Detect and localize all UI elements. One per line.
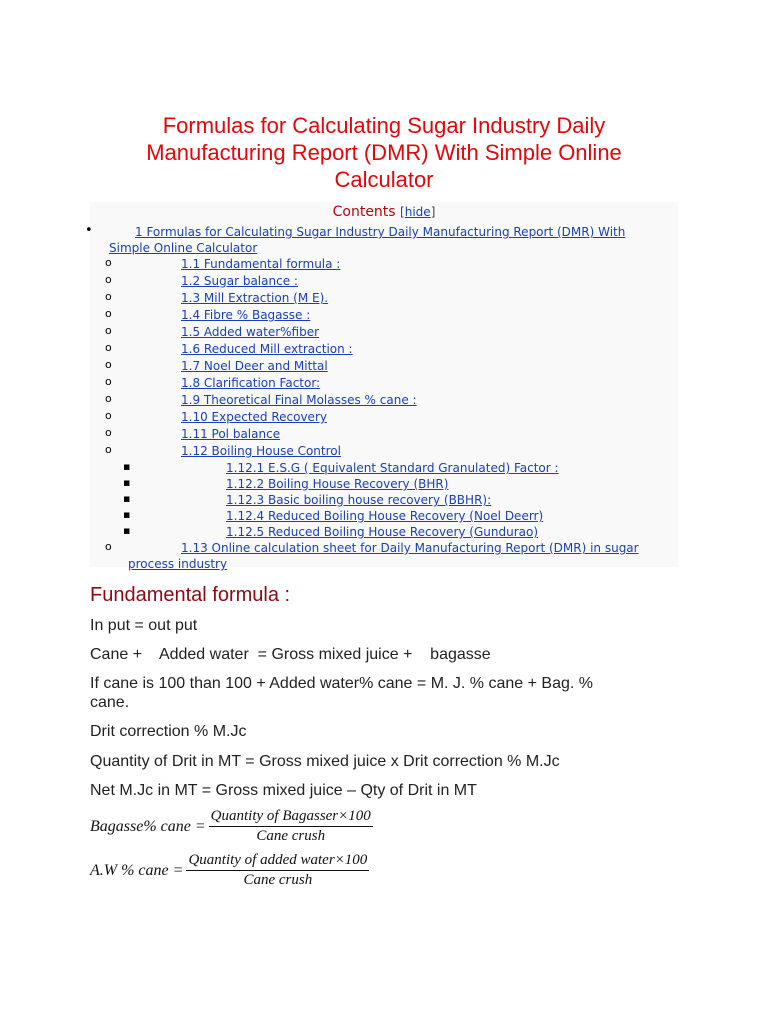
toc-sub-row: [181, 339, 353, 356]
formula-added-water-percent-cane: [90, 852, 369, 889]
toc-subitem-1-12-1-link[interactable]: 1.12.1 E.S.G ( Equivalent Standard Granulated) Factor :: [226, 461, 559, 475]
toc-subsub-row: [226, 458, 559, 475]
body-line-drit-correction: Drit correction % M.Jc: [90, 723, 247, 740]
body-line-quantity-drit: Quantity of Drit in MT = Gross mixed juice x Drit correction % M.Jc: [90, 753, 560, 770]
toc-subitem-1-12-link[interactable]: 1.12 Boiling House Control: [181, 444, 341, 458]
formula-bagasse-percent-cane: [90, 808, 373, 845]
toc-subitem-1-9-link[interactable]: 1.9 Theoretical Final Molasses % cane :: [181, 393, 417, 407]
toc-sub-row: [181, 288, 328, 305]
toc-item-1-line-1-row: [135, 222, 625, 239]
toc-subsub-row: [226, 490, 491, 507]
toc-subitem-1-8-link[interactable]: 1.8 Clarification Factor:: [181, 376, 321, 390]
toc-subitem-1-12-4-link[interactable]: 1.12.4 Reduced Boiling House Recovery (Noel Deerr): [226, 509, 544, 523]
page-title: [90, 112, 678, 193]
toc-subitem-1-3-link[interactable]: 1.3 Mill Extraction (M E).: [181, 291, 329, 305]
toc-subitem-1-12-5-link[interactable]: 1.12.5 Reduced Boiling House Recovery (Gundurao): [226, 525, 539, 539]
body-line-cane-continued: cane.: [90, 694, 130, 711]
toc-item-13-line-2-row: [128, 554, 227, 571]
toc-sub-row: [181, 407, 327, 424]
section-heading: Fundamental formula :: [90, 584, 291, 606]
formula-2-fraction: [186, 852, 369, 889]
formula-1-lhs: Bagasse% cane =: [90, 817, 206, 835]
toc-subitem-1-12-3-link[interactable]: 1.12.3 Basic boiling house recovery (BBHR):: [226, 493, 492, 507]
toc-close-bracket: ]: [430, 205, 436, 219]
toc-subitem-1-1-link[interactable]: 1.1 Fundamental formula :: [181, 257, 341, 271]
toc-sub-row: [181, 390, 417, 407]
toc-subitem-1-4-link[interactable]: 1.4 Fibre % Bagasse :: [181, 308, 311, 322]
toc-bullet-square: ▪: [123, 508, 131, 521]
formula-2-lhs: A.W % cane =: [90, 861, 184, 879]
toc-open-bracket: [: [400, 205, 405, 219]
toc-title: Contents: [332, 204, 396, 220]
title-line-1: Formulas for Calculating Sugar Industry Daily: [162, 113, 606, 138]
toc-subitem-1-13-link-line-2[interactable]: process industry: [128, 557, 228, 571]
toc-bullet-circle: o: [105, 307, 112, 320]
toc-subitem-1-10-link[interactable]: 1.10 Expected Recovery: [181, 410, 327, 424]
toc-bullet-square: ▪: [123, 476, 131, 489]
toc-subitem-1-13-link-line-1[interactable]: 1.13 Online calculation sheet for Daily Manufacturing Report (DMR) in sugar: [181, 541, 639, 555]
body-line-if-cane: If cane is 100 than 100 + Added water% cane = M. J. % cane + Bag. %: [90, 675, 593, 692]
toc-subsub-row: [226, 474, 448, 491]
toc-bullet-circle: o: [105, 426, 112, 439]
toc-sub-row: [181, 322, 319, 339]
toc-hide-link[interactable]: hide: [404, 205, 431, 219]
toc-item-1-link-line-2[interactable]: Simple Online Calculator: [109, 241, 258, 255]
toc-bullet-circle: o: [105, 324, 112, 337]
toc-bullet-circle: o: [105, 392, 112, 405]
toc-bullet-circle: o: [105, 256, 112, 269]
toc-subitem-1-2-link[interactable]: 1.2 Sugar balance :: [181, 274, 298, 288]
toc-sub-row: [181, 254, 340, 271]
toc-sub-row: [181, 441, 341, 458]
body-line-cane-equation: Cane + Added water = Gross mixed juice + bagasse: [90, 646, 491, 663]
toc-subitem-1-6-link[interactable]: 1.6 Reduced Mill extraction :: [181, 342, 353, 356]
toc-bullet-circle: o: [105, 358, 112, 371]
title-line-2: Manufacturing Report (DMR) With Simple Online: [146, 140, 622, 165]
toc-subitem-1-12-2-link[interactable]: 1.12.2 Boiling House Recovery (BHR): [226, 477, 449, 491]
toc-bullet-square: ▪: [123, 492, 131, 505]
toc-sub-row: [181, 424, 280, 441]
toc-subitem-1-11-link[interactable]: 1.11 Pol balance: [181, 427, 281, 441]
toc-subitem-1-5-link[interactable]: 1.5 Added water%fiber: [181, 325, 320, 339]
toc-item-13-line-1-row: [181, 538, 639, 555]
toc-sub-row: [181, 271, 298, 288]
toc-item-1-line-2-row: [109, 238, 257, 255]
toc-item-1-link-line-1[interactable]: 1 Formulas for Calculating Sugar Industry Daily Manufacturing Report (DMR) With: [135, 225, 626, 239]
toc-bullet-circle: o: [105, 273, 112, 286]
toc-subsub-row: [226, 522, 538, 539]
toc-bullet-disc: •: [85, 223, 93, 238]
toc-bullet-circle: o: [105, 443, 112, 456]
formula-2-denominator: Cane crush: [243, 872, 313, 888]
body-line-input-output: In put = out put: [90, 617, 198, 634]
toc-bullet-square: ▪: [123, 524, 131, 537]
table-of-contents: [85, 202, 678, 571]
toc-subitem-1-7-link[interactable]: 1.7 Noel Deer and Mittal: [181, 359, 328, 373]
formula-1-fraction: [209, 808, 373, 845]
formula-1-numerator: Quantity of Bagasser×100: [209, 808, 373, 827]
title-line-3: Calculator: [334, 167, 434, 192]
body-line-net-mjc: Net M.Jc in MT = Gross mixed juice – Qty of Drit in MT: [90, 782, 477, 799]
toc-bullet-circle: o: [105, 375, 112, 388]
toc-subsub-row: [226, 506, 543, 523]
toc-sub-row: [181, 305, 310, 322]
formula-1-denominator: Cane crush: [256, 828, 326, 844]
toc-sub-row: [181, 356, 328, 373]
toc-header: [90, 202, 678, 222]
formula-2-numerator: Quantity of added water×100: [186, 852, 369, 871]
toc-bullet-circle: o: [105, 290, 112, 303]
toc-bullet-circle: o: [105, 409, 112, 422]
toc-bullet-square: ▪: [123, 460, 131, 473]
toc-sub-row: [181, 373, 320, 390]
toc-bullet-circle: o: [105, 540, 112, 553]
toc-bullet-circle: o: [105, 341, 112, 354]
